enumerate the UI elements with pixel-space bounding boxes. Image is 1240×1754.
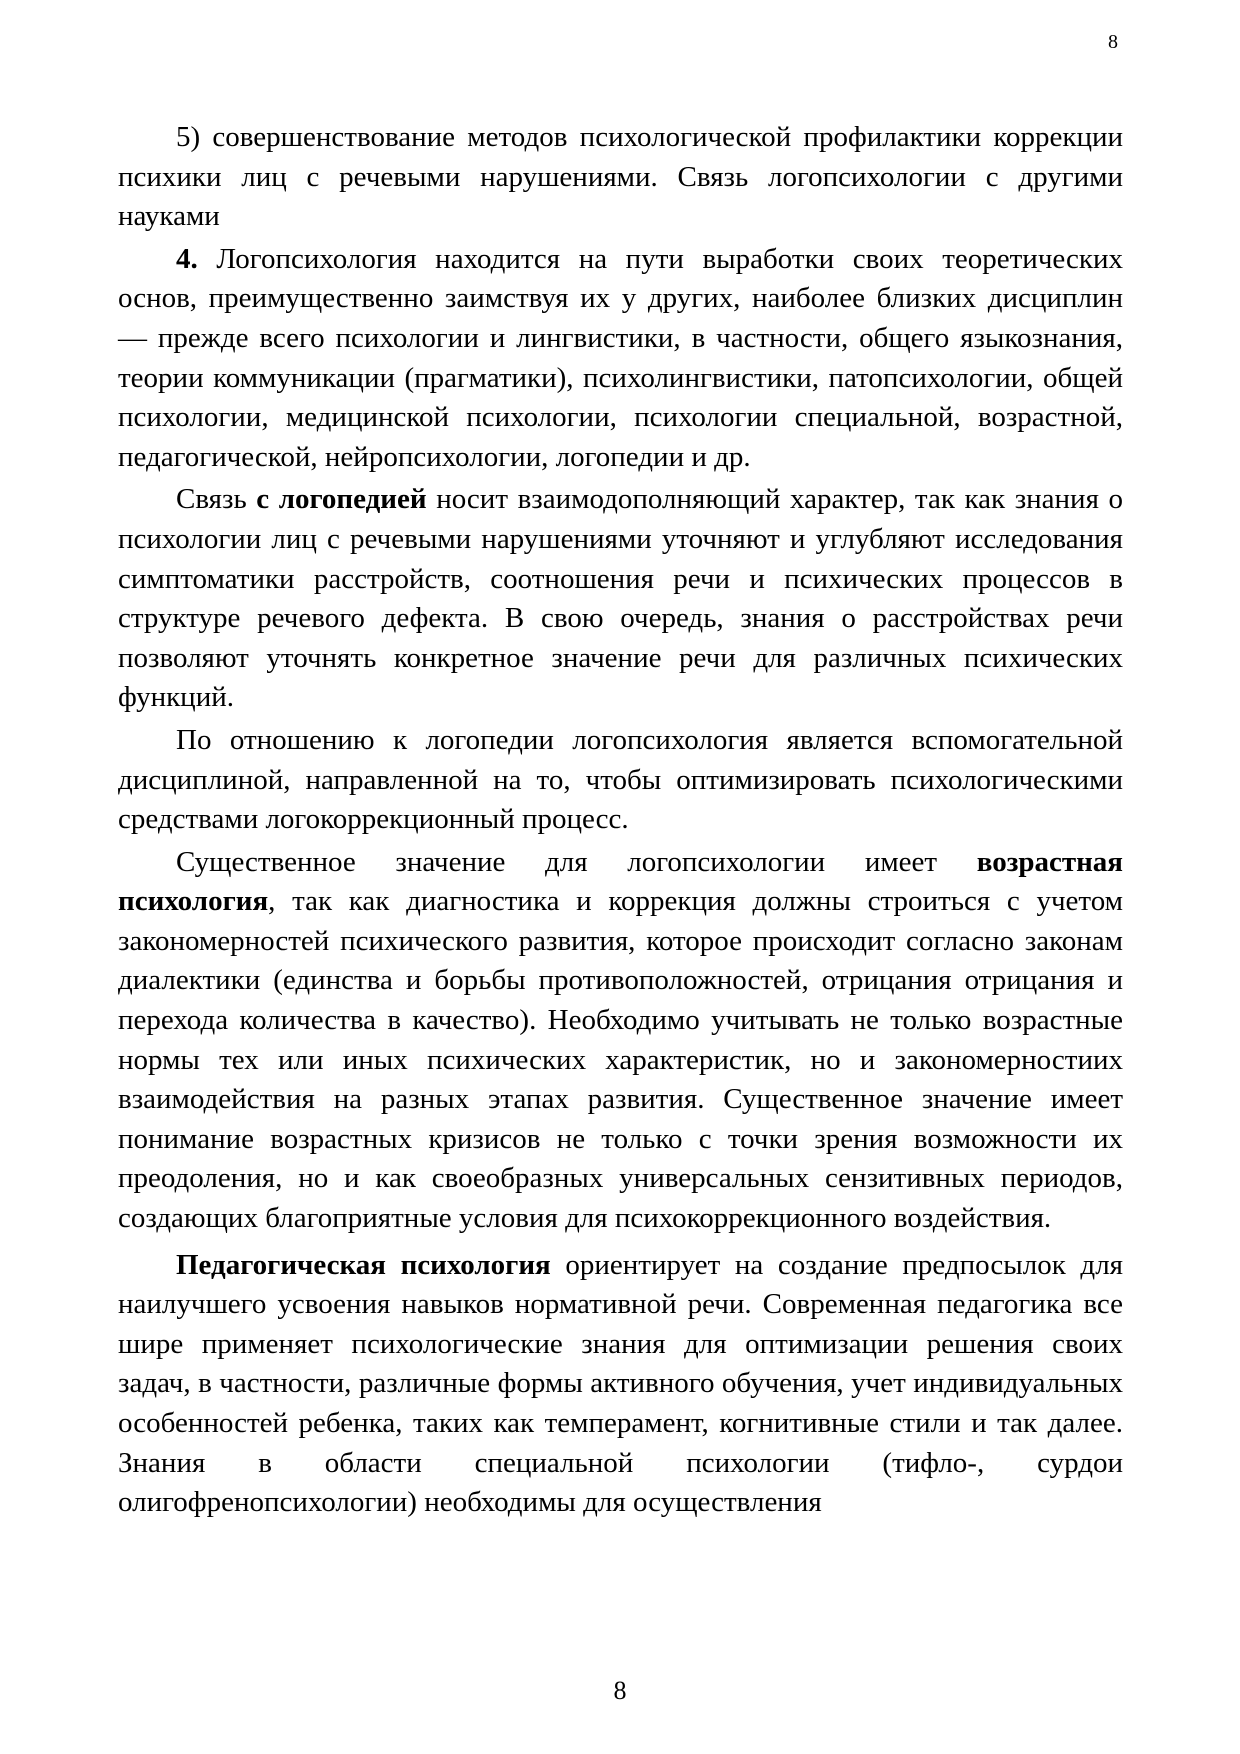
paragraph-5 <box>118 843 1123 1239</box>
document-body <box>118 118 1123 1523</box>
paragraph-5-pre: Существенное значение для логопсихологии имеет <box>176 845 977 878</box>
paragraph-3-pre: Связь <box>176 483 257 516</box>
paragraph-3-post: носит взаимодополняющий характер, так как знания о психологии лиц с речевыми нарушениями уточняют и углубляют исследования симптоматики расстройств, соотношения речи и психических процессов в структуре речевого дефекта. В свою очередь, знания о расстройствах речи позволяют уточнять конкретное значение речи для различных психических функций. <box>118 483 1123 714</box>
section-number: 4. <box>176 242 198 275</box>
page-number-top: 8 <box>1108 31 1118 53</box>
paragraph-4 <box>118 721 1123 840</box>
paragraph-3-bold: с логопедией <box>256 483 427 516</box>
paragraph-6-bold: Педагогическая психология <box>176 1248 551 1281</box>
paragraph-4-text: По отношению к логопедии логопсихология является вспомогательной дисциплиной, направленной на то, чтобы оптимизировать психологическими средствами логокоррекционный процесс. <box>118 723 1123 836</box>
paragraph-5-bold: возрастная психология <box>118 845 1123 918</box>
paragraph-5-post: , так как диагностика и коррекция должны строиться с учетом закономерностей психического развития, которое происходит согласно законам диалектики (единства и борьбы противоположностей, отрицания отрицания и перехода количества в качество). Необходимо учитывать не только возрастные нормы тех или иных психических характеристик, но и закономерностиих взаимодействия на разных этапах развития. Существенное значение имеет понимание возрастных кризисов не только с точки зрения возможности их преодоления, но и как своеобразных универсальных сензитивных периодов, создающих благоприятные условия для психокоррекционного воздействия. <box>118 885 1123 1235</box>
paragraph-3 <box>118 480 1123 718</box>
paragraph-1 <box>118 118 1123 237</box>
paragraph-6 <box>118 1246 1123 1523</box>
paragraph-2 <box>118 240 1123 478</box>
paragraph-6-post: ориентирует на создание предпосылок для наилучшего усвоения навыков нормативной речи. Современная педагогика все шире применяет психологические знания для оптимизации решения своих задач, в частности, различные формы активного обучения, учет индивидуальных особенностей ребенка, таких как темперамент, когнитивные стили и так далее. Знания в области специальной психологии (тифло-, сурдои олигофренопсихологии) необходимы для осуществления <box>118 1248 1124 1519</box>
paragraph-2-text: Логопсихология находится на пути выработки своих теоретических основ, преимущественно заимствуя их у других, наиболее близких дисциплин — прежде всего психологии и лингвистики, в частности, общего языкознания, теории коммуникации (прагматики), психолингвистики, патопсихологии, общей психологии, медицинской психологии, психологии специальной, возрастной, педагогической, нейропсихологии, логопедии и др. <box>118 242 1123 473</box>
page-number-bottom: 8 <box>613 1676 627 1705</box>
paragraph-1-text: 5) совершенствование методов психологической профилактики коррекции психики лиц с речевыми нарушениями. Связь логопсихологии с другими науками <box>118 121 1123 233</box>
